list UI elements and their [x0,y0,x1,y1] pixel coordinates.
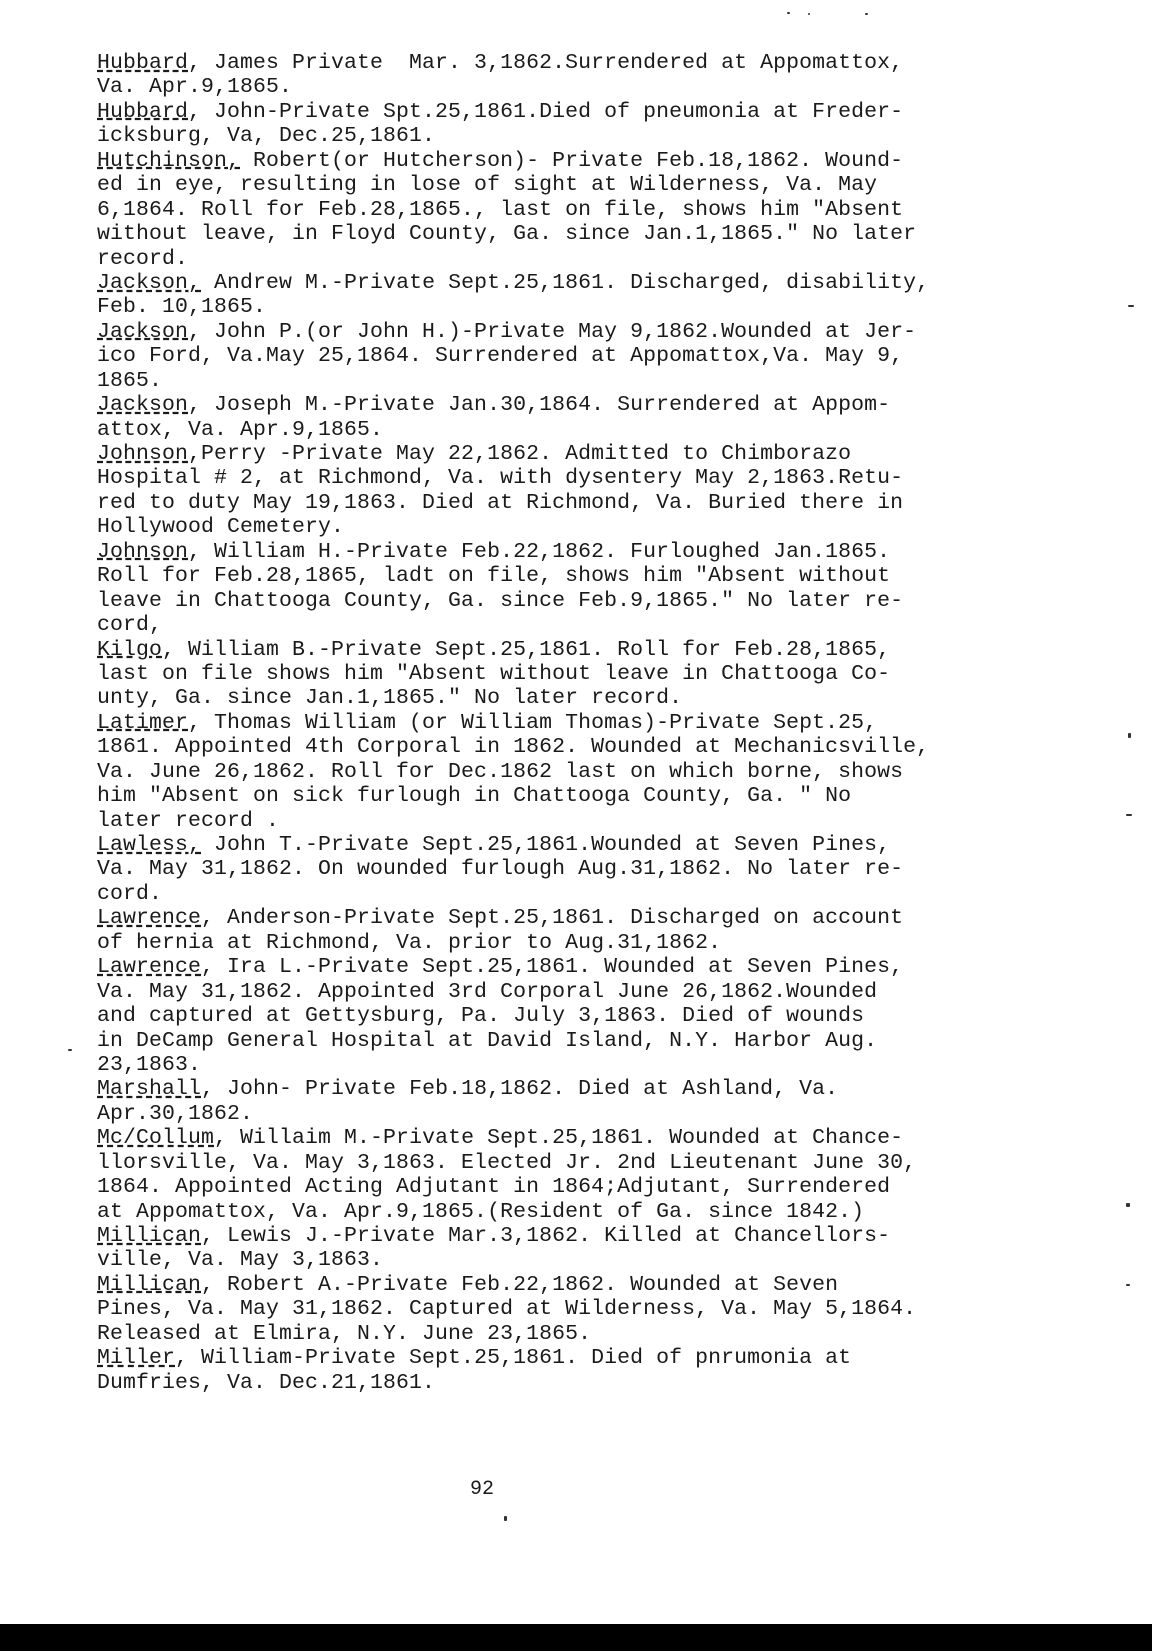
continuation-line: 1864. Appointed Acting Adjutant in 1864;Adjutant, Surrendered [97,1175,891,1200]
continuation-line: without leave, in Floyd County, Ga. since Jan.1,1865." No later [97,222,917,247]
soldier-surname: Hubbard [97,99,189,124]
continuation-line: red to duty May 19,1863. Died at Richmond, Va. Buried there in [97,490,904,515]
scan-speck [865,13,868,15]
roster-entry-line [97,320,1107,344]
soldier-surname: Millican [97,1272,202,1297]
scan-bottom-edge [0,1624,1152,1651]
scan-speck [1128,733,1131,738]
page-number: 92 [470,1478,495,1501]
soldier-surname: Mc/Collum [97,1126,215,1151]
continuation-line: Hospital # 2, at Richmond, Va. with dysentery May 2,1863.Retu- [97,466,904,491]
continuation-line: Va. May 31,1862. Appointed 3rd Corporal June 26,1862.Wounded [97,979,878,1004]
soldier-surname: Hutchinson, [97,148,241,173]
roster-entry-line [97,100,1107,124]
roster-entry-line [97,1126,1107,1150]
roster-entry-line [97,833,1107,857]
continuation-line: Hollywood Cemetery. [97,515,345,540]
continuation-line: icksburg, Va, Dec.25,1861. [97,124,436,149]
entry-details: , Anderson-Private Sept.25,1861. Discharged on account [201,906,904,931]
soldier-surname: Kilgo [97,637,163,662]
soldier-surname: Lawless, [97,833,202,857]
continuation-line: ville, Va. May 3,1863. [97,1248,384,1273]
soldier-surname: Hubbard [97,51,189,75]
continuation-line: 23,1863. [97,1052,202,1077]
continuation-line: Pines, Va. May 31,1862. Captured at Wilderness, Va. May 5,1864. [97,1297,917,1322]
roster-entry-line [97,1077,1107,1101]
continuation-line: ico Ford, Va.May 25,1864. Surrendered at Appomattox,Va. May 9, [97,344,904,369]
entry-details: , William H.-Private Feb.22,1862. Furloughed Jan.1865. [188,539,891,564]
continuation-line: at Appomattox, Va. Apr.9,1865.(Resident of Ga. since 1842.) [97,1199,865,1224]
continuation-line: cord, [97,613,163,638]
continuation-line: 1861. Appointed 4th Corporal in 1862. Wounded at Mechanicsville, [97,735,930,760]
scan-speck [1126,814,1132,816]
continuation-line: 6,1864. Roll for Feb.28,1865., last on file, shows him "Absent [97,197,904,222]
entry-details: , William B.-Private Sept.25,1861. Roll for Feb.28,1865, [162,637,891,662]
entry-details: , John P.(or John H.)-Private May 9,1862.Wounded at Jer- [188,319,917,344]
continuation-line: of hernia at Richmond, Va. prior to Aug.31,1862. [97,930,722,955]
continuation-line: llorsville, Va. May 3,1863. Elected Jr. 2nd Lieutenant June 30, [97,1150,917,1175]
roster-entry-line [97,51,1107,75]
roster-entry-line [97,906,1107,930]
continuation-line: Va. May 31,1862. On wounded furlough Aug.31,1862. No later re- [97,857,904,882]
soldier-surname: Miller [97,1346,176,1371]
continuation-line: ed in eye, resulting in lose of sight at Wilderness, Va. May [97,173,878,198]
soldier-surname: Latimer [97,710,189,735]
continuation-line: Dumfries, Va. Dec.21,1861. [97,1370,436,1395]
roster-entry-line [97,711,1107,735]
continuation-line: Roll for Feb.28,1865, ladt on file, shows him "Absent without [97,564,891,589]
soldier-surname: Jackson, [97,270,202,295]
continuation-line: 1865. [97,368,163,393]
continuation-line: him "Absent on sick furlough in Chattooga County, Ga. " No [97,784,852,809]
entry-details: , James Private Mar. 3,1862.Surrendered at Appomattox, [188,51,904,75]
roster-entry-line [97,393,1107,417]
soldier-surname: Millican [97,1224,202,1248]
continuation-line: leave in Chattooga County, Ga. since Feb.9,1865." No later re- [97,588,904,613]
entry-details: , Thomas William (or William Thomas)-Private Sept.25, [188,710,878,735]
roster-entry-line [97,955,1107,979]
continuation-line: in DeCamp General Hospital at David Island, N.Y. Harbor Aug. [97,1028,878,1053]
scan-speck [1126,1284,1130,1286]
entry-details: , William-Private Sept.25,1861. Died of pnrumonia at [175,1346,852,1371]
continuation-line: cord. [97,881,163,906]
entry-details: , Joseph M.-Private Jan.30,1864. Surrendered at Appom- [188,393,891,418]
entry-details: John T.-Private Sept.25,1861.Wounded at Seven Pines, [201,833,891,857]
continuation-line: later record . [97,808,280,833]
entry-details: , John-Private Spt.25,1861.Died of pneumonia at Freder- [188,99,904,124]
entry-details: , Willaim M.-Private Sept.25,1861. Wounded at Chance- [214,1126,904,1151]
entry-details: , Ira L.-Private Sept.25,1861. Wounded at Seven Pines, [201,955,904,980]
entry-details: , Lewis J.-Private Mar.3,1862. Killed at Chancellors- [201,1224,891,1248]
entry-details: Robert(or Hutcherson)- Private Feb.18,1862. Wound- [240,148,904,173]
soldier-surname: Marshall [97,1077,202,1102]
continuation-line: Va. Apr.9,1865. [97,75,293,100]
roster-entry-line [97,1224,1107,1248]
continuation-line: Feb. 10,1865. [97,295,267,320]
continuation-line: Apr.30,1862. [97,1101,254,1126]
roster-entry-line [97,442,1107,466]
roster-text [97,51,1107,1395]
soldier-surname: Lawrence [97,906,202,931]
soldier-surname: Lawrence [97,955,202,980]
continuation-line: and captured at Gettysburg, Pa. July 3,1863. Died of wounds [97,1004,865,1029]
scan-speck [68,1049,72,1051]
continuation-line: record. [97,246,189,271]
roster-entry-line [97,271,1107,295]
scan-speck [1126,1203,1130,1207]
continuation-line: Released at Elmira, N.Y. June 23,1865. [97,1321,592,1346]
soldier-surname: Johnson [97,539,189,564]
entry-details: Andrew M.-Private Sept.25,1861. Discharged, disability, [201,270,930,295]
scan-speck [1128,305,1134,307]
continuation-line: attox, Va. Apr.9,1865. [97,417,384,442]
scan-speck [787,12,790,14]
soldier-surname: Jackson [97,319,189,344]
entry-details: ,Perry -Private May 22,1862. Admitted to Chimborazo [188,442,852,466]
soldier-surname: Johnson [97,442,189,466]
continuation-line: unty, Ga. since Jan.1,1865." No later record. [97,686,683,711]
roster-entry-line [97,149,1107,173]
roster-entry-line [97,540,1107,564]
soldier-surname: Jackson [97,393,189,418]
roster-entry-line [97,1273,1107,1297]
roster-entry-line [97,1346,1107,1370]
roster-entry-line [97,638,1107,662]
scan-speck [504,1516,507,1521]
entry-details: , John- Private Feb.18,1862. Died at Ashland, Va. [201,1077,839,1102]
scan-speck [808,13,810,15]
entry-details: , Robert A.-Private Feb.22,1862. Wounded at Seven [201,1272,839,1297]
continuation-line: Va. June 26,1862. Roll for Dec.1862 last on which borne, shows [97,759,904,784]
continuation-line: last on file shows him "Absent without leave in Chattooga Co- [97,661,891,686]
